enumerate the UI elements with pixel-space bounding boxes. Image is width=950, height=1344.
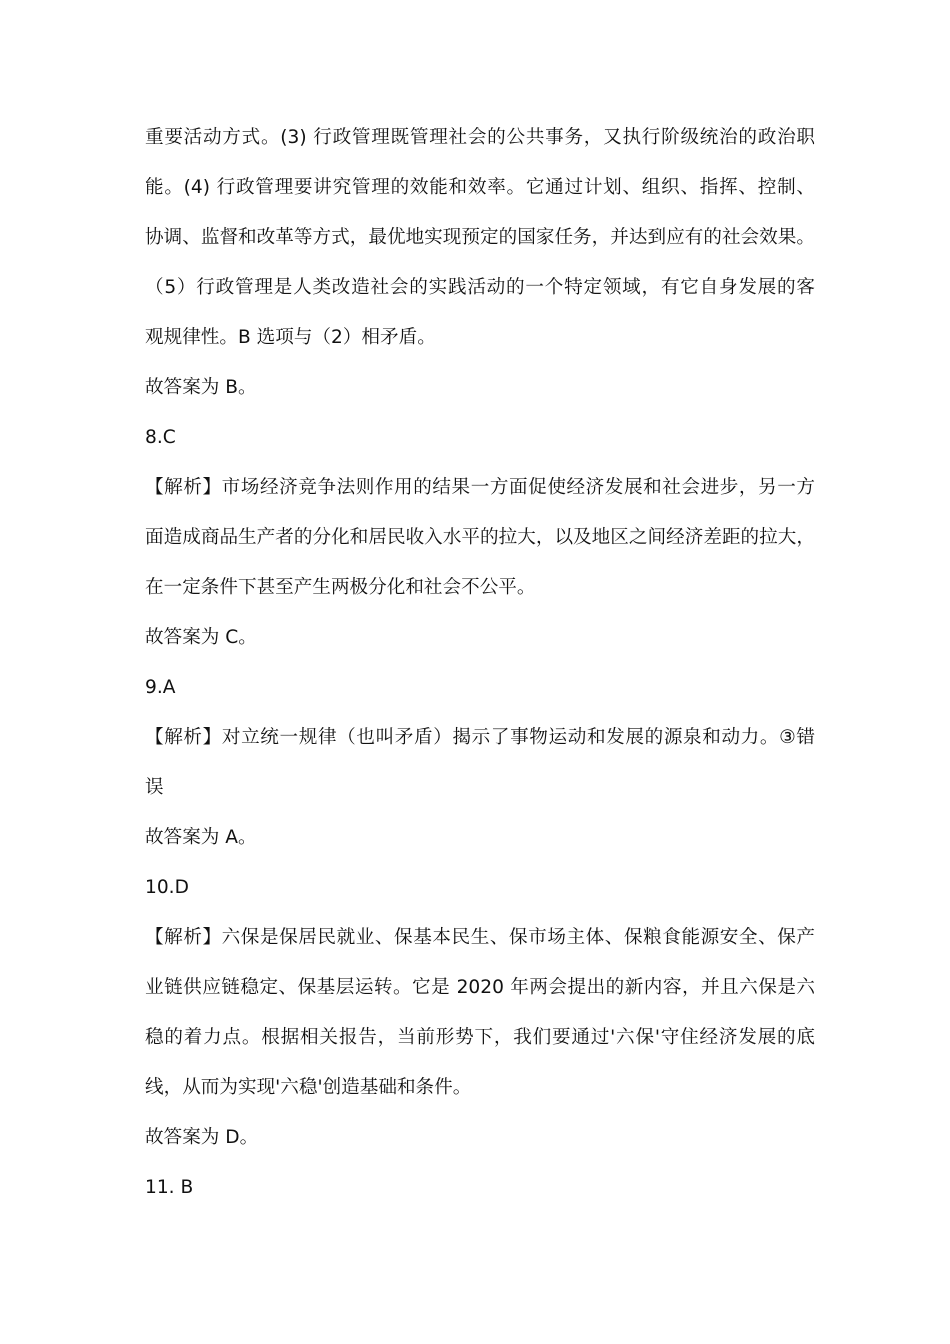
text-line: 在一定条件下甚至产生两极分化和社会不公平。 [145,577,536,598]
text-line: 【解析】对立统一规律（也叫矛盾）揭示了事物运动和发展的源泉和动力。③错 [145,727,815,748]
answer-conclusion: 故答案为 C。 [145,627,257,648]
text-line: 【解析】市场经济竞争法则作用的结果一方面促使经济发展和社会进步，另一方 [145,477,815,498]
text-line: 重要活动方式。(3) 行政管理既管理社会的公共事务，又执行阶级统治的政治职 [145,127,815,148]
answer-conclusion: 故答案为 D。 [145,1127,259,1148]
text-line: 能。(4) 行政管理要讲究管理的效能和效率。它通过计划、组织、指挥、控制、 [145,177,815,198]
text-line: 协调、监督和改革等方式，最优地实现预定的国家任务，并达到应有的社会效果。 [145,227,815,248]
text-line: 业链供应链稳定、保基层运转。它是 2020 年两会提出的新内容，并且六保是六 [145,977,815,998]
document-page [145,124,815,1224]
text-line: 误 [145,777,164,798]
text-line: 稳的着力点。根据相关报告，当前形势下，我们要通过'六保'守住经济发展的底 [145,1027,815,1048]
text-line: 面造成商品生产者的分化和居民收入水平的拉大，以及地区之间经济差距的拉大， [145,527,815,548]
text-line: 线，从而为实现'六稳'创造基础和条件。 [145,1077,472,1098]
answer-conclusion: 故答案为 A。 [145,827,257,848]
text-line: 【解析】六保是保居民就业、保基本民生、保市场主体、保粮食能源安全、保产 [145,927,815,948]
answer-conclusion: 故答案为 B。 [145,377,257,398]
question-number: 10.D [145,877,189,898]
question-number: 11. B [145,1177,194,1198]
text-line: 观规律性。B 选项与（2）相矛盾。 [145,327,436,348]
question-number: 9.A [145,677,176,698]
text-line: （5）行政管理是人类改造社会的实践活动的一个特定领域，有它自身发展的客 [145,277,815,298]
question-number: 8.C [145,427,176,448]
